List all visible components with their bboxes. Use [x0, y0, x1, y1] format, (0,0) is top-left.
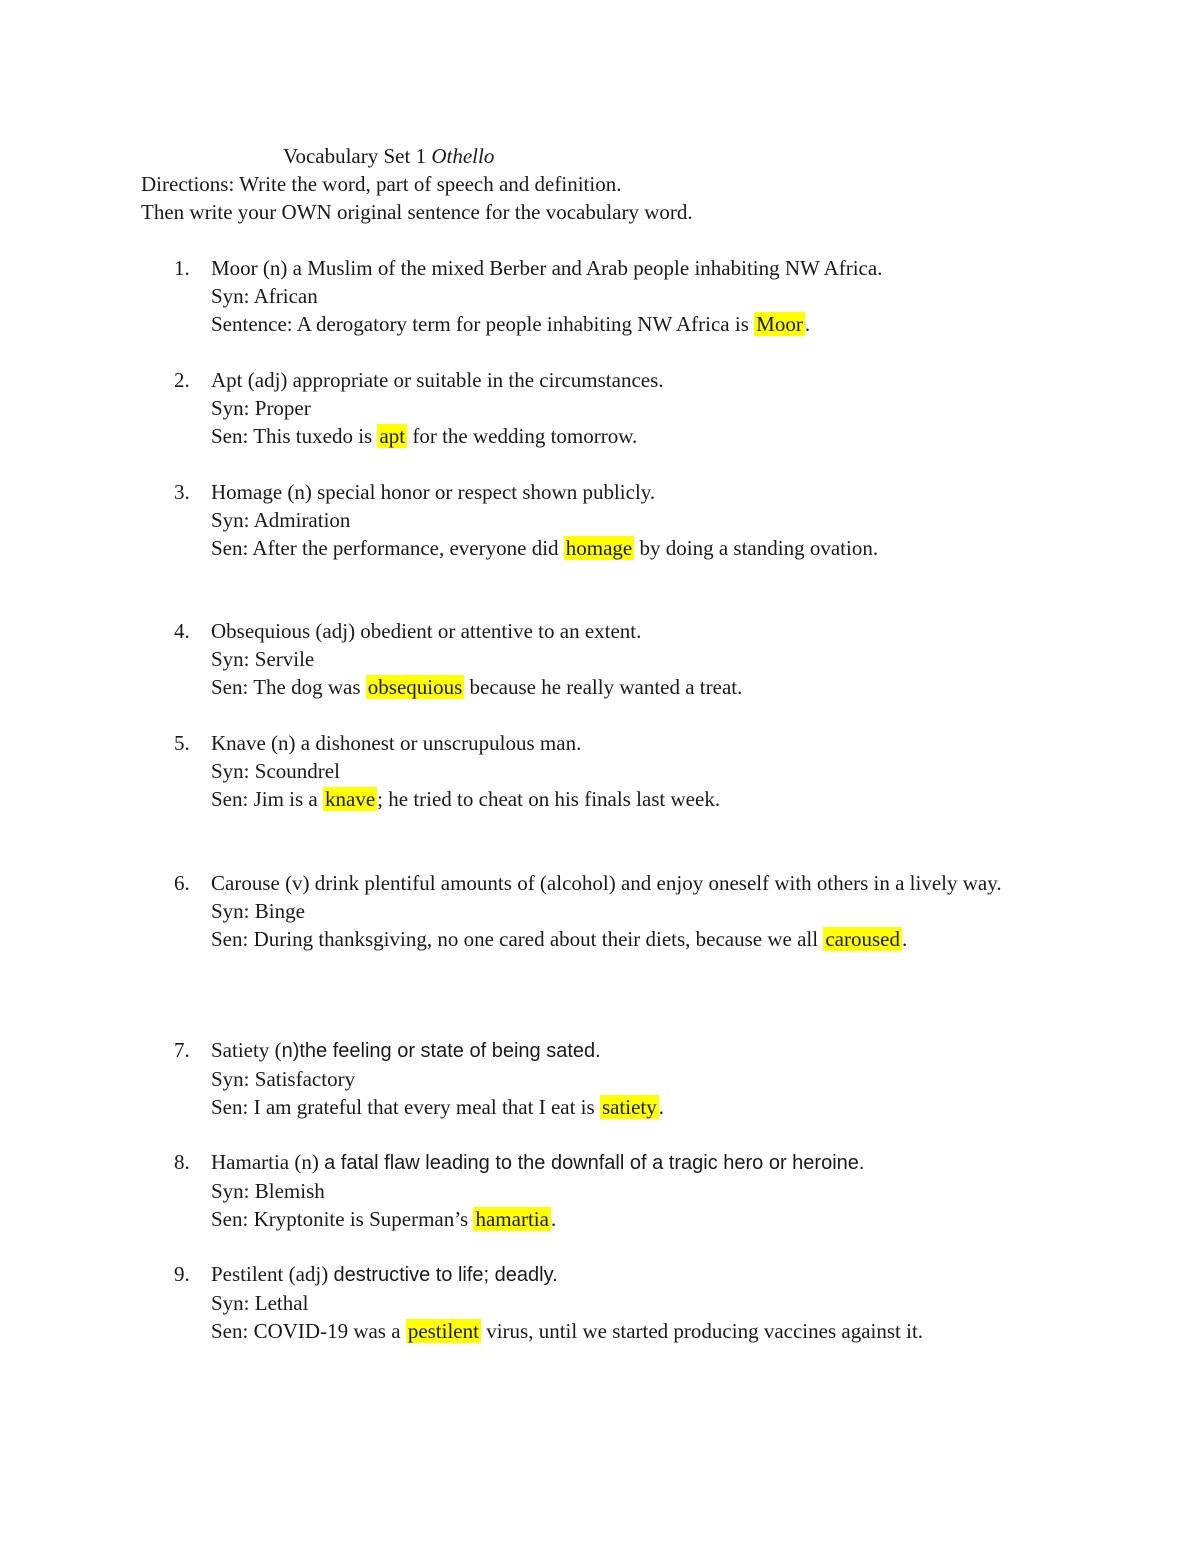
definition-text: n)the feeling or state of being sated. [281, 1040, 601, 1062]
sentence-text: Sen: I am grateful that every meal that I eat is [211, 1095, 600, 1119]
item-definition: Apt (adj) appropriate or suitable in the circumstances. [211, 368, 664, 392]
directions-line-1: Directions: Write the word, part of speech and definition. [141, 172, 622, 196]
title-main: Vocabulary Set 1 [283, 144, 427, 168]
item-synonym: Syn: Satisfactory [211, 1067, 356, 1091]
item-number: 5. [174, 731, 190, 755]
item-number: 3. [174, 480, 190, 504]
sentence-text: Sen: Jim is a [211, 787, 324, 811]
sentence-text: Sen: Kryptonite is Superman’s [211, 1207, 474, 1231]
highlighted-word: Moor [756, 312, 803, 336]
highlighted-word: obsequious [367, 675, 463, 699]
highlighted-word: caroused [825, 927, 900, 951]
highlighted-word: apt [379, 424, 406, 448]
item-number: 8. [174, 1150, 190, 1174]
item-definition [211, 1260, 1061, 1289]
sentence-text: Sen: During thanksgiving, no one cared about their diets, because we all [211, 927, 824, 951]
list-item [174, 617, 1074, 701]
item-sentence [211, 673, 1061, 701]
list-item [174, 1260, 1074, 1345]
definition-text: a fatal flaw leading to the downfall of a tragic hero or heroine. [324, 1152, 865, 1174]
item-sentence [211, 310, 1061, 338]
item-synonym: Syn: Scoundrel [211, 759, 340, 783]
item-definition: Homage (n) special honor or respect shown publicly. [211, 480, 656, 504]
item-synonym: Syn: Binge [211, 899, 305, 923]
definition-word: Hamartia (n) [211, 1150, 325, 1174]
item-number: 7. [174, 1038, 190, 1062]
item-sentence [211, 785, 1061, 813]
sentence-end: . [804, 312, 811, 336]
sentence-end: virus, until we started producing vaccines against it. [480, 1319, 924, 1343]
sentence-text: Sentence: A derogatory term for people inhabiting NW Africa is [211, 312, 755, 336]
item-synonym: Syn: Lethal [211, 1291, 309, 1315]
item-synonym: Syn: Admiration [211, 508, 351, 532]
sentence-end: . [658, 1095, 665, 1119]
sentence-end: for the wedding tomorrow. [407, 424, 638, 448]
highlighted-word: satiety [601, 1095, 657, 1119]
list-item [174, 254, 1074, 338]
title-italic: Othello [431, 144, 495, 168]
sentence-text: Sen: COVID-19 was a [211, 1319, 406, 1343]
item-synonym: Syn: Blemish [211, 1179, 325, 1203]
list-item [174, 478, 1074, 562]
item-definition: Obsequious (adj) obedient or attentive to an extent. [211, 619, 642, 643]
definition-word: Pestilent (adj) [211, 1262, 334, 1286]
item-number: 4. [174, 619, 190, 643]
item-definition [211, 1036, 1061, 1065]
sentence-text: Sen: This tuxedo is [211, 424, 378, 448]
list-item [174, 729, 1074, 813]
item-number: 1. [174, 256, 190, 280]
directions-line-2: Then write your OWN original sentence for the vocabulary word. [141, 200, 693, 224]
item-synonym: Syn: Proper [211, 396, 311, 420]
list-item [174, 1148, 1074, 1233]
item-sentence [211, 1205, 1061, 1233]
definition-text: destructive to life; deadly. [333, 1264, 558, 1286]
item-synonym: Syn: African [211, 284, 318, 308]
item-sentence [211, 534, 1061, 562]
highlighted-word: hamartia [475, 1207, 549, 1231]
definition-word: Satiety ( [211, 1038, 282, 1062]
item-sentence [211, 1317, 1061, 1345]
item-number: 6. [174, 871, 190, 895]
item-sentence [211, 925, 1061, 953]
item-sentence [211, 422, 1061, 450]
item-definition [211, 1148, 1061, 1177]
sentence-text: Sen: After the performance, everyone did [211, 536, 564, 560]
item-number: 9. [174, 1262, 190, 1286]
highlighted-word: homage [565, 536, 633, 560]
highlighted-word: pestilent [407, 1319, 479, 1343]
item-definition: Carouse (v) drink plentiful amounts of (alcohol) and enjoy oneself with others in a lively way. [211, 871, 1002, 895]
item-number: 2. [174, 368, 190, 392]
item-sentence [211, 1093, 1061, 1121]
list-item [174, 1036, 1074, 1121]
sentence-text: Sen: The dog was [211, 675, 366, 699]
sentence-end: . [550, 1207, 557, 1231]
page-title [283, 142, 494, 170]
sentence-end: because he really wanted a treat. [464, 675, 743, 699]
sentence-end: ; he tried to cheat on his finals last week. [377, 787, 721, 811]
sentence-end: . [901, 927, 908, 951]
list-item [174, 869, 1074, 953]
item-definition: Moor (n) a Muslim of the mixed Berber and Arab people inhabiting NW Africa. [211, 256, 883, 280]
sentence-end: by doing a standing ovation. [634, 536, 879, 560]
item-definition: Knave (n) a dishonest or unscrupulous man. [211, 731, 582, 755]
list-item [174, 366, 1074, 450]
highlighted-word: knave [325, 787, 376, 811]
item-synonym: Syn: Servile [211, 647, 315, 671]
